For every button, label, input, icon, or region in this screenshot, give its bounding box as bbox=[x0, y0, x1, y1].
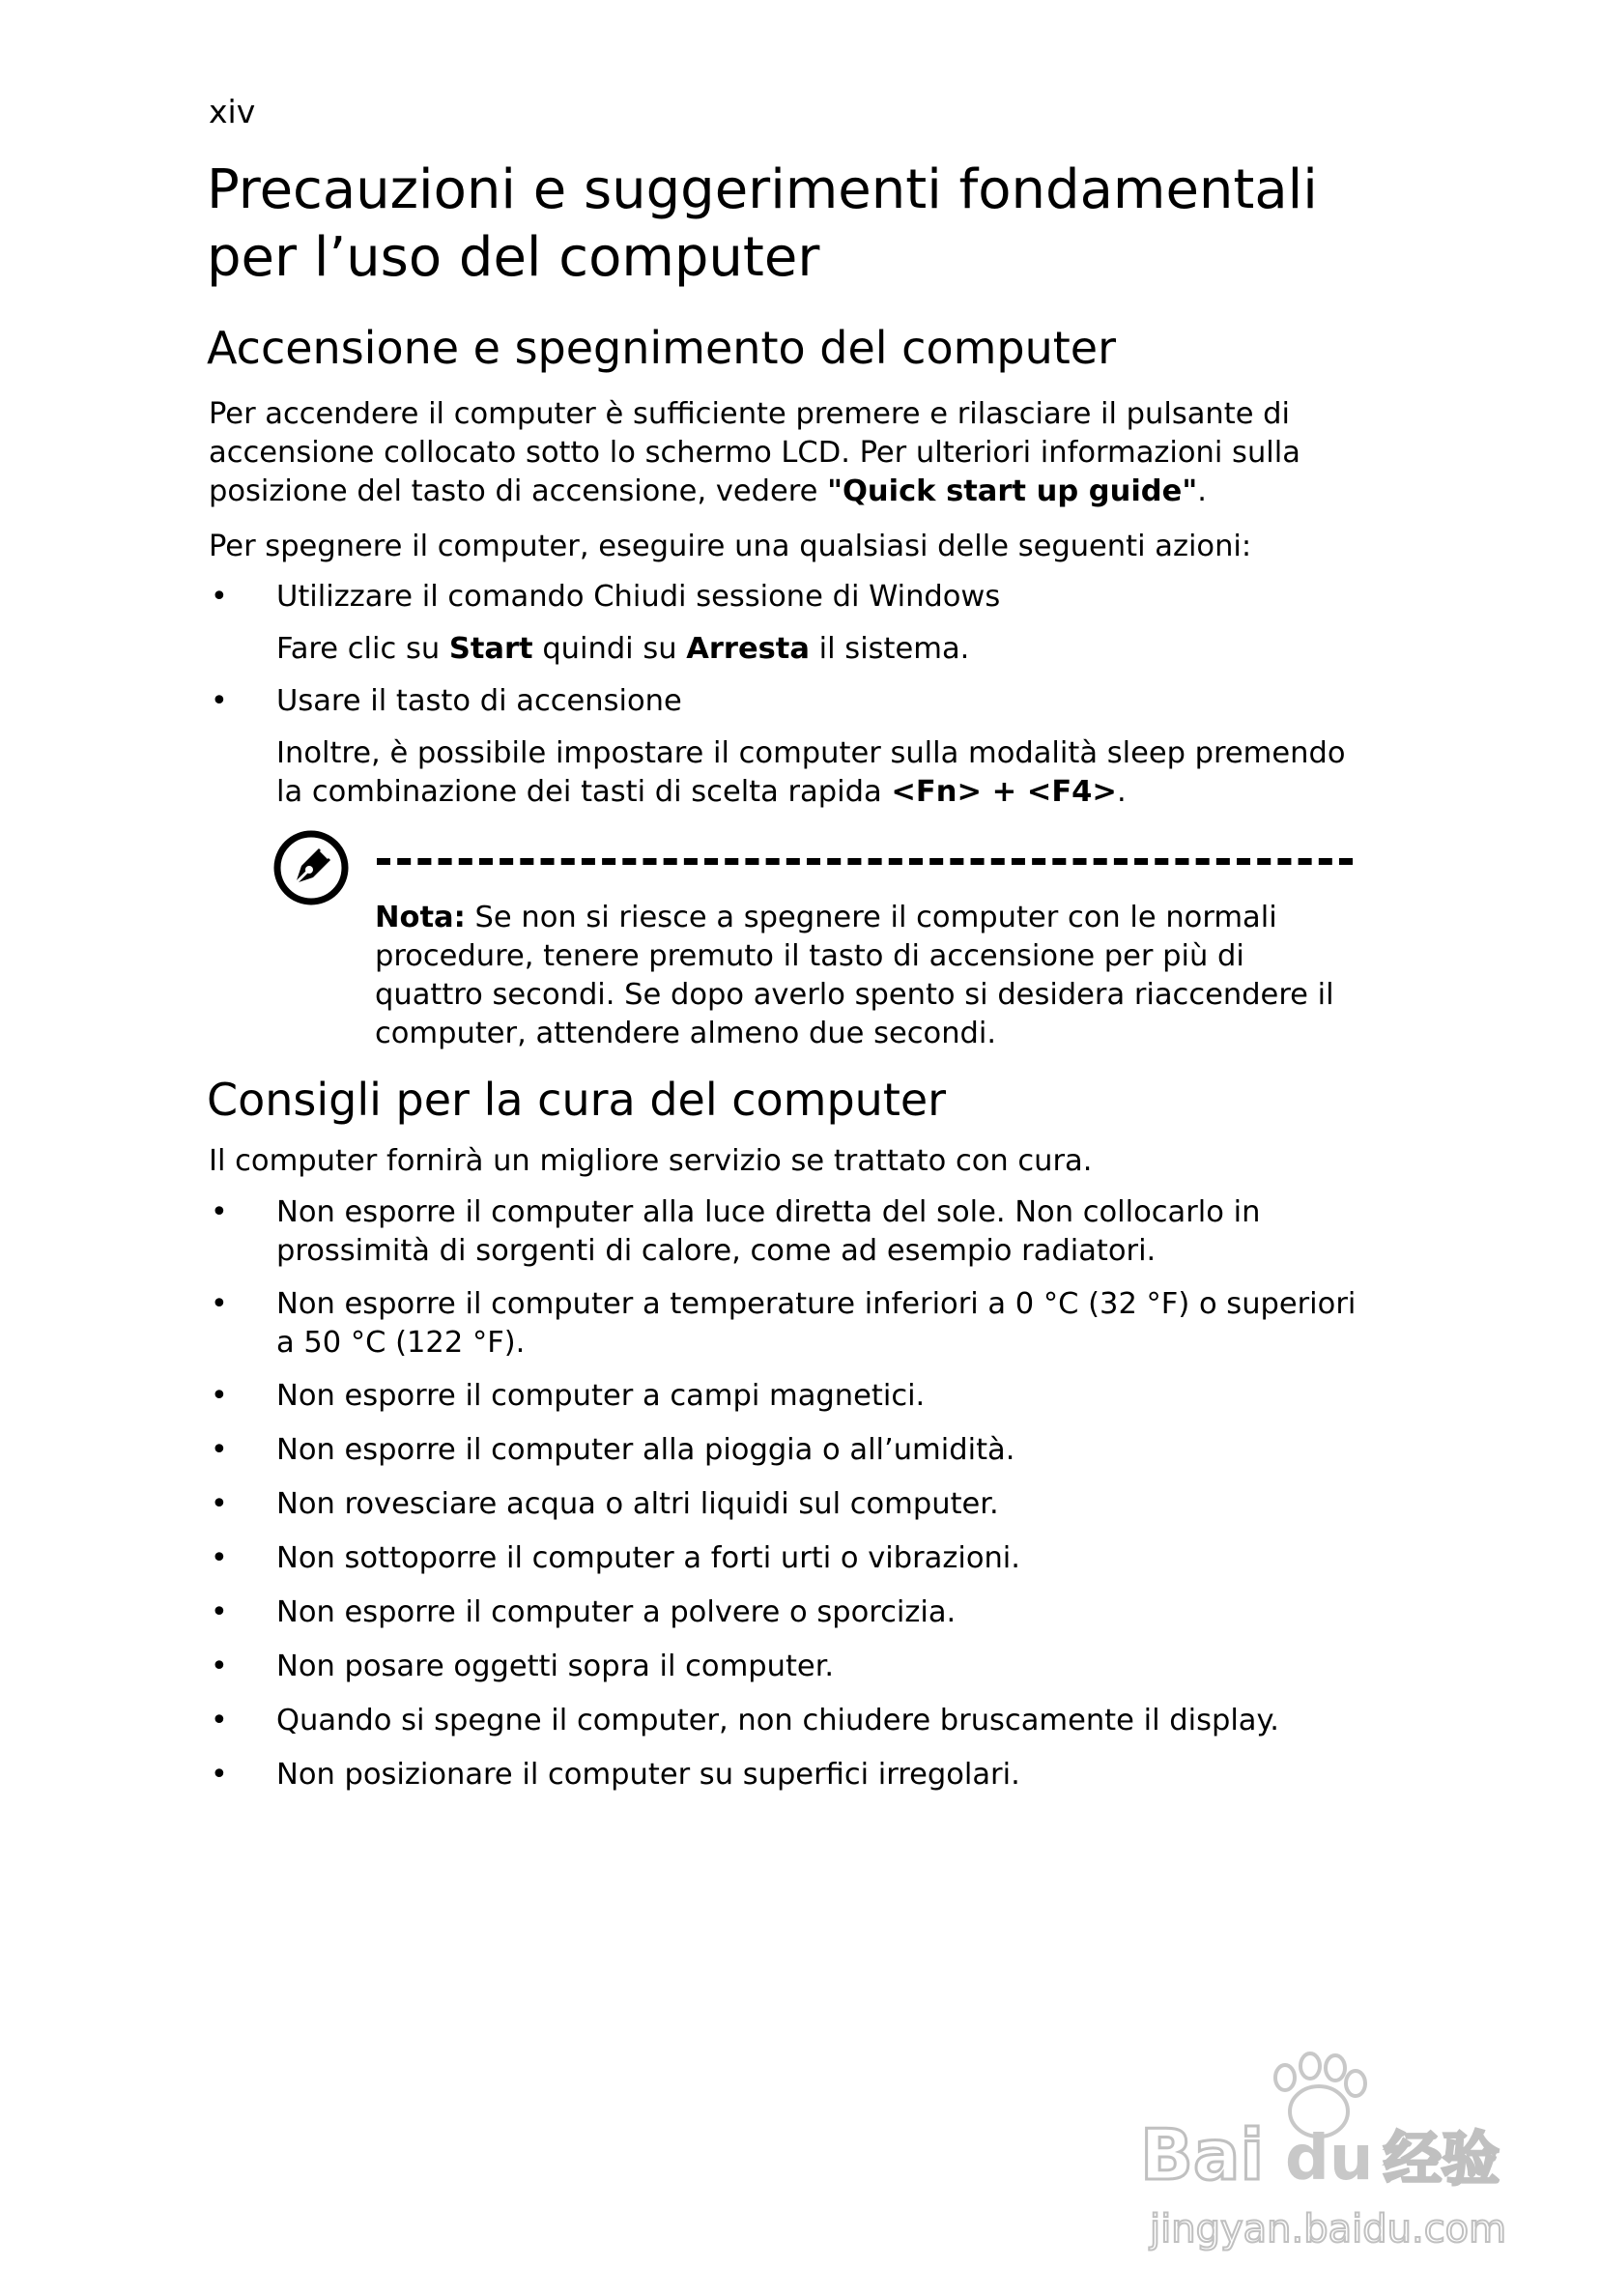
care-list bbox=[209, 1193, 1368, 1794]
power-on-text: Per accendere il computer è sufficiente premere e rilasciare il pulsante di accensione collocato sotto lo schermo LCD. Per ulteriori informazioni sulla posizione del tasto di accensione, vedere bbox=[209, 397, 1300, 508]
page-title: Precauzioni e suggerimenti fondamentali per l’uso del computer bbox=[207, 158, 1318, 289]
list-item-text: Quando si spegne il computer, non chiudere bruscamente il display. bbox=[276, 1704, 1279, 1737]
power-off-list-2 bbox=[209, 682, 1368, 721]
power-off-intro: Per spegnere il computer, eseguire una qualsiasi delle seguenti azioni: bbox=[209, 530, 1252, 563]
list-item-text: Non esporre il computer a polvere o sporcizia. bbox=[276, 1595, 957, 1629]
svg-text:经验: 经验 bbox=[1384, 2126, 1500, 2194]
list-item bbox=[209, 1431, 1368, 1470]
list-item bbox=[209, 1648, 1368, 1686]
list-item-text: Non esporre il computer alla pioggia o all’umidità. bbox=[276, 1433, 1015, 1467]
sub-text: . bbox=[1116, 775, 1127, 809]
bullet-icon: • bbox=[211, 1650, 228, 1683]
section-heading-power: Accensione e spegnimento del computer bbox=[207, 322, 1117, 374]
bullet-icon: • bbox=[211, 1433, 228, 1467]
bullet-icon: • bbox=[211, 1758, 228, 1792]
list-item bbox=[209, 1285, 1368, 1363]
list-item bbox=[209, 682, 1368, 721]
list-item-text: Non sottoporre il computer a forti urti o vibrazioni. bbox=[276, 1541, 1020, 1575]
arresta-label: Arresta bbox=[686, 632, 810, 666]
list-item-text: Non posare oggetti sopra il computer. bbox=[276, 1650, 835, 1683]
bullet-icon: • bbox=[211, 1379, 228, 1413]
care-intro: Il computer fornirà un migliore servizio se trattato con cura. bbox=[209, 1144, 1093, 1178]
bullet-icon: • bbox=[211, 580, 228, 614]
power-on-paragraph bbox=[209, 395, 1358, 511]
sub-text: quindi su bbox=[532, 632, 687, 666]
svg-text:du: du bbox=[1285, 2123, 1374, 2195]
power-on-end: . bbox=[1197, 474, 1207, 508]
note-body: Se non si riesce a spegnere il computer con le normali procedure, tenere premuto il tasto di accensione per più di quattro secondi. Se dopo averlo spento si desidera riaccendere il computer, attendere almeno due secondi. bbox=[375, 901, 1334, 1050]
list-item-text: Non esporre il computer alla luce diretta del sole. Non collocarlo in prossimità di sorgenti di calore, come ad esempio radiatori. bbox=[276, 1195, 1261, 1268]
list-item-text: Non rovesciare acqua o altri liquidi sul computer. bbox=[276, 1487, 999, 1521]
quick-start-guide-ref: "Quick start up guide" bbox=[827, 474, 1198, 508]
svg-text:Bai: Bai bbox=[1140, 2114, 1265, 2196]
note-label: Nota: bbox=[375, 901, 466, 934]
list-item-text: Non esporre il computer a campi magnetici. bbox=[276, 1379, 926, 1413]
hotkey-label: <Fn> + <F4> bbox=[891, 775, 1117, 809]
pen-nib-icon bbox=[272, 829, 350, 906]
list-item bbox=[209, 1485, 1368, 1524]
sub-text: Fare clic su bbox=[276, 632, 449, 666]
list-item-text: Usare il tasto di accensione bbox=[276, 684, 682, 718]
note-paragraph bbox=[375, 899, 1351, 1053]
sub-text: Inoltre, è possibile impostare il computer sulla modalità sleep premendo la combinazione dei tasti di scelta rapida bbox=[276, 736, 1346, 809]
list-item bbox=[209, 1702, 1368, 1740]
bullet-icon: • bbox=[211, 1595, 228, 1629]
bullet-icon: • bbox=[211, 1704, 228, 1737]
list-item-text: Non posizionare il computer su superfici irregolari. bbox=[276, 1758, 1020, 1792]
note-divider bbox=[377, 858, 1353, 865]
bullet-icon: • bbox=[211, 1287, 228, 1321]
list-item bbox=[209, 1193, 1368, 1271]
bullet-icon: • bbox=[211, 1487, 228, 1521]
list-item bbox=[209, 1377, 1368, 1416]
shutdown-instruction bbox=[276, 630, 1368, 669]
svg-text:jingyan.baidu.com: jingyan.baidu.com bbox=[1150, 2207, 1507, 2252]
section-heading-care: Consigli per la cura del computer bbox=[207, 1074, 947, 1126]
bullet-icon: • bbox=[211, 1541, 228, 1575]
power-off-list-1 bbox=[209, 578, 1368, 617]
list-item bbox=[209, 1756, 1368, 1794]
start-label: Start bbox=[448, 632, 533, 666]
list-item-text: Utilizzare il comando Chiudi sessione di Windows bbox=[276, 580, 1001, 614]
list-item bbox=[209, 1593, 1368, 1632]
list-item-text: Non esporre il computer a temperature inferiori a 0 °C (32 °F) o superiori a 50 °C (122 °F). bbox=[276, 1287, 1357, 1360]
list-item bbox=[209, 1539, 1368, 1578]
bullet-icon: • bbox=[211, 684, 228, 718]
page-number: xiv bbox=[209, 93, 256, 130]
baidu-watermark-logo bbox=[1121, 2049, 1546, 2271]
sleep-instruction bbox=[276, 734, 1368, 812]
sub-text: il sistema. bbox=[809, 632, 970, 666]
list-item bbox=[209, 578, 1368, 617]
bullet-icon: • bbox=[211, 1195, 228, 1229]
